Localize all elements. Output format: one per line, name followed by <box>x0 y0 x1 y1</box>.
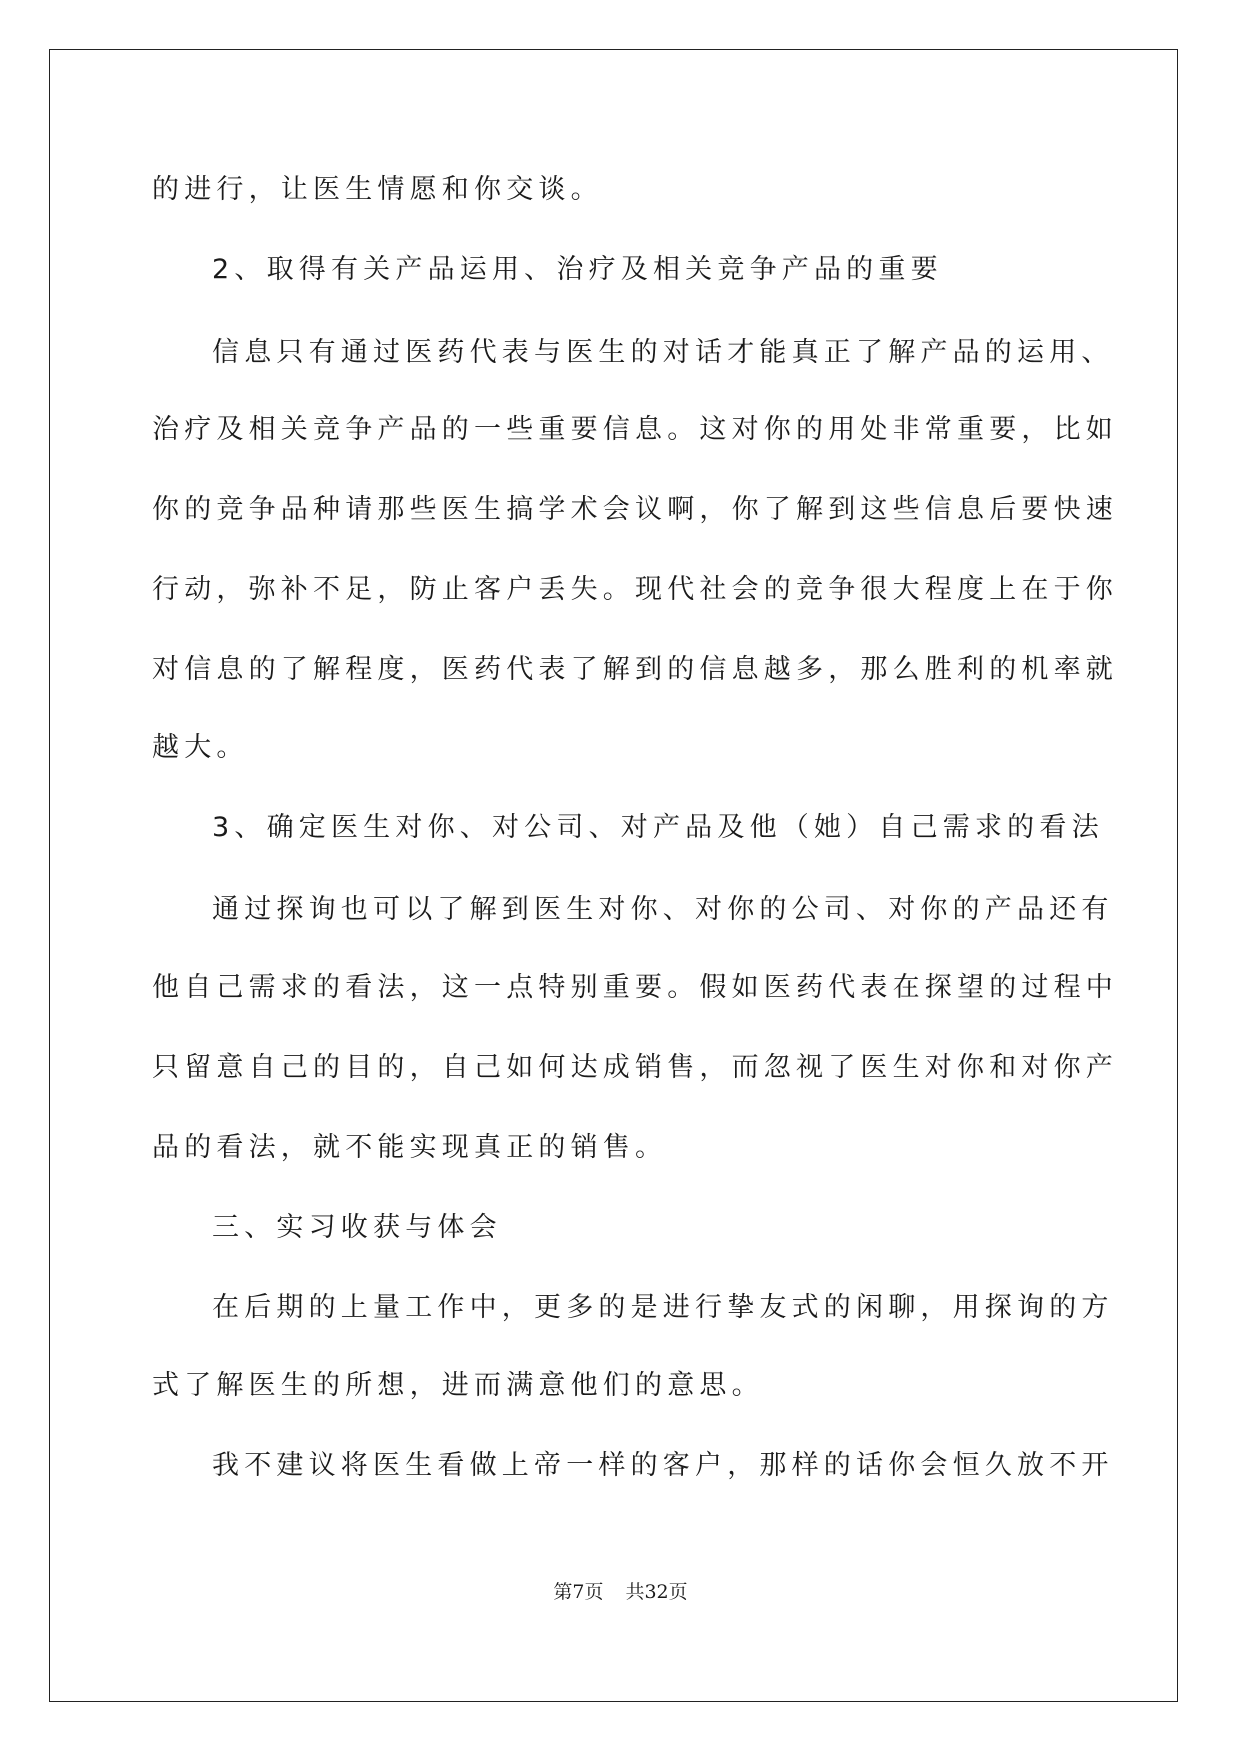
page-number-total: 共32页 <box>625 1581 688 1603</box>
section-heading: 2、取得有关产品运用、治疗及相关竞争产品的重要 <box>212 254 943 285</box>
text-line: 我不建议将医生看做上帝一样的客户，那样的话你会恒久放不开 <box>212 1450 1114 1481</box>
text-line: 只留意自己的目的，自己如何达成销售，而忽视了医生对你和对你产 <box>152 1052 1118 1083</box>
page-footer <box>0 1580 1241 1604</box>
text-line: 你的竞争品种请那些医生搞学术会议啊，你了解到这些信息后要快速 <box>152 494 1118 525</box>
section-heading: 3、确定医生对你、对公司、对产品及他（她）自己需求的看法 <box>212 812 1104 843</box>
text-line: 在后期的上量工作中，更多的是进行挚友式的闲聊，用探询的方 <box>212 1292 1114 1323</box>
text-line: 行动，弥补不足，防止客户丢失。现代社会的竞争很大程度上在于你 <box>152 574 1118 605</box>
section-heading: 三、实习收获与体会 <box>212 1212 502 1243</box>
text-line: 治疗及相关竞争产品的一些重要信息。这对你的用处非常重要，比如 <box>152 414 1118 445</box>
text-line: 对信息的了解程度，医药代表了解到的信息越多，那么胜利的机率就 <box>152 654 1118 685</box>
text-line: 越大。 <box>152 732 249 763</box>
text-line: 通过探询也可以了解到医生对你、对你的公司、对你的产品还有 <box>212 894 1114 925</box>
text-line: 信息只有通过医药代表与医生的对话才能真正了解产品的运用、 <box>212 337 1114 368</box>
page-number-current: 第7页 <box>553 1581 604 1603</box>
text-line: 的进行，让医生情愿和你交谈。 <box>152 174 603 205</box>
text-line: 式了解医生的所想，进而满意他们的意思。 <box>152 1370 764 1401</box>
text-line: 他自己需求的看法，这一点特别重要。假如医药代表在探望的过程中 <box>152 972 1118 1003</box>
text-line: 品的看法，就不能实现真正的销售。 <box>152 1132 668 1163</box>
